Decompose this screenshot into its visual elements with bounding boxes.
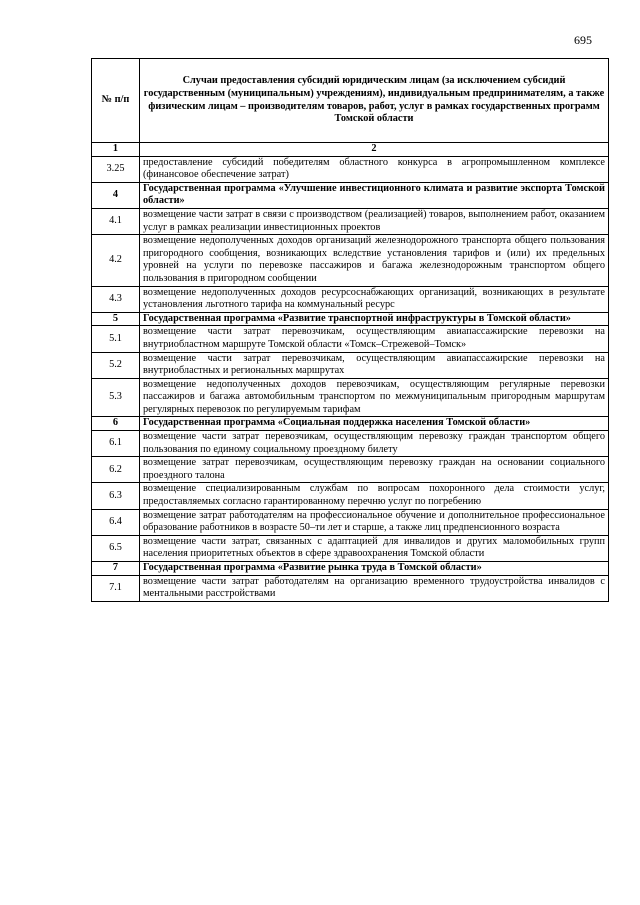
row-description: возмещение части затрат перевозчикам, осуществляющим авиапассажирские перевозки на внутриобластных и региональных маршрутах <box>140 352 609 378</box>
table-header-row <box>92 59 609 143</box>
row-number: 5.1 <box>92 326 140 352</box>
table-row <box>92 156 609 182</box>
row-number: 5.2 <box>92 352 140 378</box>
table-row <box>92 326 609 352</box>
row-number: 6.3 <box>92 483 140 509</box>
column-number: 1 <box>92 143 140 157</box>
header-title: Случаи предоставления субсидий юридическим лицам (за исключением субсидий государственным (муниципальным) учреждениям), индивидуальным предпринимателям, а также физическим лицам – производителям товаров, работ, услуг в рамках государственных программ Томской области <box>140 59 609 143</box>
row-description: возмещение затрат перевозчикам, осуществляющим перевозку граждан на основании социального проездного талона <box>140 457 609 483</box>
program-row <box>92 562 609 576</box>
table-row <box>92 208 609 234</box>
row-description: возмещение части затрат в связи с производством (реализацией) товаров, выполнением работ, оказанием услуг в рамках реализации инвестиционных проектов <box>140 208 609 234</box>
table-row <box>92 457 609 483</box>
row-number: 3.25 <box>92 156 140 182</box>
table-row <box>92 509 609 535</box>
row-description: предоставление субсидий победителям областного конкурса в агропромышленном комплексе (финансовое обеспечение затрат) <box>140 156 609 182</box>
column-number-row <box>92 143 609 157</box>
table-row <box>92 535 609 561</box>
program-title: Государственная программа «Развитие транспортной инфраструктуры в Томской области» <box>140 312 609 326</box>
row-description: возмещение части затрат перевозчикам, осуществляющим авиапассажирские перевозки на внутриобластном маршруте Томской области «Томск–Стрежевой–Томск» <box>140 326 609 352</box>
row-number: 5.3 <box>92 378 140 417</box>
program-row <box>92 417 609 431</box>
row-number: 6.2 <box>92 457 140 483</box>
row-number: 4.2 <box>92 235 140 286</box>
row-number: 5 <box>92 312 140 326</box>
row-description: возмещение части затрат, связанных с адаптацией для инвалидов и других маломобильных групп населения приоритетных объектов в сфере здравоохранения Томской области <box>140 535 609 561</box>
row-number: 7.1 <box>92 575 140 601</box>
table-row <box>92 378 609 417</box>
program-row <box>92 182 609 208</box>
header-number: № п/п <box>92 59 140 143</box>
row-description: возмещение недополученных доходов организаций железнодорожного транспорта общего пользования пригородного сообщения, возникающих вследствие установления тарифов и (или) их предельных уровней на услуги по перевозке пассажиров и багажа железнодорожным транспортом общего пользования в пригородном сообщении <box>140 235 609 286</box>
row-description: возмещение недополученных доходов ресурсоснабжающих организаций, возникающих в результате установления льготного тарифа на коммунальный ресурс <box>140 286 609 312</box>
row-number: 4.1 <box>92 208 140 234</box>
table-row <box>92 235 609 286</box>
row-number: 6 <box>92 417 140 431</box>
table-row <box>92 352 609 378</box>
program-row <box>92 312 609 326</box>
row-description: возмещение недополученных доходов перевозчикам, осуществляющим регулярные перевозки пассажиров и багажа автомобильным транспортом по межмуниципальным пригородным маршрутам регулярных перевозок по регулируемым тарифам <box>140 378 609 417</box>
table-row <box>92 483 609 509</box>
program-title: Государственная программа «Развитие рынка труда в Томской области» <box>140 562 609 576</box>
table-row <box>92 575 609 601</box>
row-number: 6.4 <box>92 509 140 535</box>
subsidy-table <box>91 58 609 602</box>
table-row <box>92 286 609 312</box>
row-number: 7 <box>92 562 140 576</box>
row-description: возмещение затрат работодателям на профессиональное обучение и дополнительное профессиональное образование работников в возрасте 50–ти лет и старше, а также лиц предпенсионного возраста <box>140 509 609 535</box>
row-description: возмещение специализированным службам по вопросам похоронного дела стоимости услуг, предоставляемых согласно гарантированному перечню услуг по погребению <box>140 483 609 509</box>
program-title: Государственная программа «Улучшение инвестиционного климата и развитие экспорта Томской области» <box>140 182 609 208</box>
page-number: 695 <box>574 33 592 47</box>
row-number: 6.1 <box>92 431 140 457</box>
row-number: 4.3 <box>92 286 140 312</box>
row-description: возмещение части затрат перевозчикам, осуществляющим перевозку граждан транспортом общего пользования по единому социальному проездному билету <box>140 431 609 457</box>
row-number: 4 <box>92 182 140 208</box>
table-row <box>92 431 609 457</box>
row-description: возмещение части затрат работодателям на организацию временного трудоустройства инвалидов с ментальными расстройствами <box>140 575 609 601</box>
program-title: Государственная программа «Социальная поддержка населения Томской области» <box>140 417 609 431</box>
row-number: 6.5 <box>92 535 140 561</box>
column-number: 2 <box>140 143 609 157</box>
